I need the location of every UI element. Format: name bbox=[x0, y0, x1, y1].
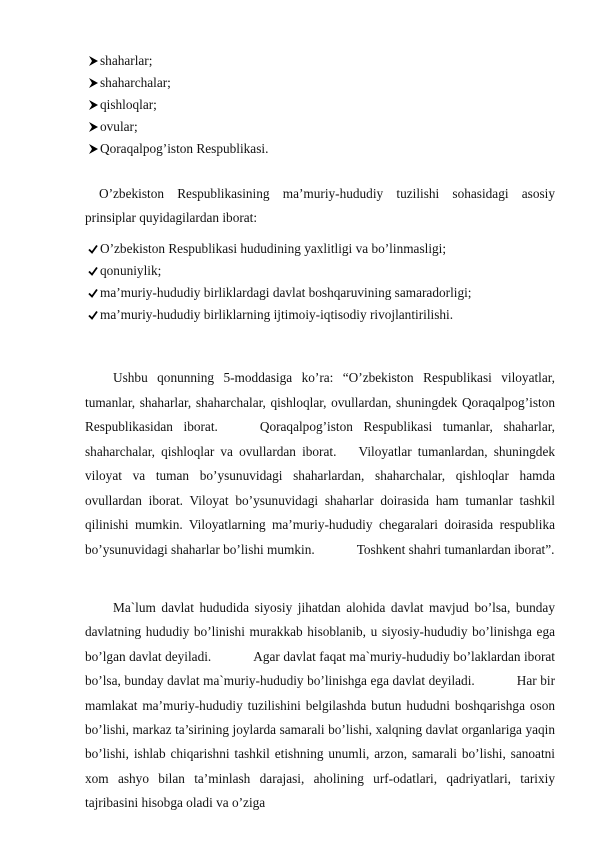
list-item-label: Qoraqalpog’iston Respublikasi. bbox=[100, 141, 269, 156]
state-text-part: Agar davlat faqat ma`muriy-hududiy bo’laklardan iborat bo’lsa, bunday davlat ma`muriy-hududiy bo’linishga ega davlat deyiladi. bbox=[85, 648, 555, 689]
list-item-label: shaharchalar; bbox=[100, 75, 171, 90]
arrowhead-icon bbox=[88, 72, 98, 94]
list-item-label: ma’muriy-hududiy birliklardagi davlat boshqaruvining samaradorligi; bbox=[100, 285, 472, 300]
list-item bbox=[100, 94, 268, 116]
list-item bbox=[100, 304, 472, 326]
law-text-part: Toshkent shahri tumanlardan iborat”. bbox=[356, 541, 555, 557]
list-item bbox=[100, 50, 268, 72]
list-item bbox=[100, 238, 472, 260]
arrowhead-icon bbox=[88, 50, 98, 72]
list-item-label: ovular; bbox=[100, 119, 138, 134]
state-text-part: Har bir mamlakat ma’muriy-hududiy tuzilishini belgilashda butun hududni boshqarishga oson bo’lishi, markaz ta’sirining joylarda samarali bo’lishi, xalqning davlat organlariga yaqin bo’lishi, ishlab chiqarishni tashkil etishning unumli, arzon, samarali bo’lishi, sanoatni xom ashyo bilan ta’minlash darajasi, aholining urf-odatlari, qadriyatlari, tarixiy tajribasini hisobga oladi va o’ziga bbox=[85, 673, 555, 811]
territorial-units-list bbox=[100, 50, 268, 160]
principles-list bbox=[100, 238, 472, 326]
arrowhead-icon bbox=[88, 138, 98, 160]
state-structure-paragraph bbox=[85, 596, 555, 816]
list-item bbox=[100, 260, 472, 282]
list-item bbox=[100, 116, 268, 138]
list-item-label: shaharlar; bbox=[100, 53, 153, 68]
list-item-label: ma’muriy-hududiy birliklarning ijtimoiy-iqtisodiy rivojlantirilishi. bbox=[100, 307, 454, 322]
law-text-part: Ushbu qonunning 5-moddasiga ko’ra: “O’zbekiston Respublikasi viloyatlar, tumanlar, shaharlar, shaharchalar, qishloqlar, ovullardan, shuningdek Qoraqalpog’iston Respublikasidan iborat. bbox=[85, 370, 555, 434]
law-text-part: Qoraqalpog’iston Respublikasi tumanlar, shaharlar, shaharchalar, qishloqlar va ovullardan iborat. bbox=[85, 419, 555, 459]
list-item-label: qishloqlar; bbox=[100, 97, 157, 112]
checkmark-icon bbox=[88, 260, 98, 282]
list-item bbox=[100, 282, 472, 304]
law-article-paragraph bbox=[85, 366, 555, 562]
list-item bbox=[100, 138, 268, 160]
checkmark-icon bbox=[88, 282, 98, 304]
checkmark-icon bbox=[88, 304, 98, 326]
law-text-part: Viloyatlar tumanlardan, shuningdek viloyat va tuman bo’ysunuvidagi shaharlardan, shaharchalar, qishloqlar hamda ovullardan iborat. Viloyat bo’ysunuvidagi shaharlar doirasida ham tumanlar tashkil qilinishi mumkin. Viloyatlarning ma’muriy-hududiy chegaralari doirasida respublika bo’ysunuvidagi shaharlar bo’lishi mumkin. bbox=[85, 443, 555, 557]
state-text-part: Ma`lum davlat hududida siyosiy jihatdan alohida davlat mavjud bo’lsa, bunday davlatning hududiy bo’linishi murakkab hisoblanib, u siyosiy-hududiy bo’linishga ega bo’lgan davlat deyiladi. bbox=[85, 600, 555, 664]
list-item bbox=[100, 72, 268, 94]
checkmark-icon bbox=[88, 238, 98, 260]
intro-paragraph: O’zbekiston Respublikasining ma’muriy-hududiy tuzilishi sohasidagi asosiy prinsiplar quyidagilardan iborat: bbox=[85, 186, 555, 225]
arrowhead-icon bbox=[88, 116, 98, 138]
arrowhead-icon bbox=[88, 94, 98, 116]
list-item-label: qonuniylik; bbox=[100, 263, 162, 278]
list-item-label: O’zbekiston Respublikasi hududining yaxlitligi va bo’linmasligi; bbox=[100, 241, 447, 256]
